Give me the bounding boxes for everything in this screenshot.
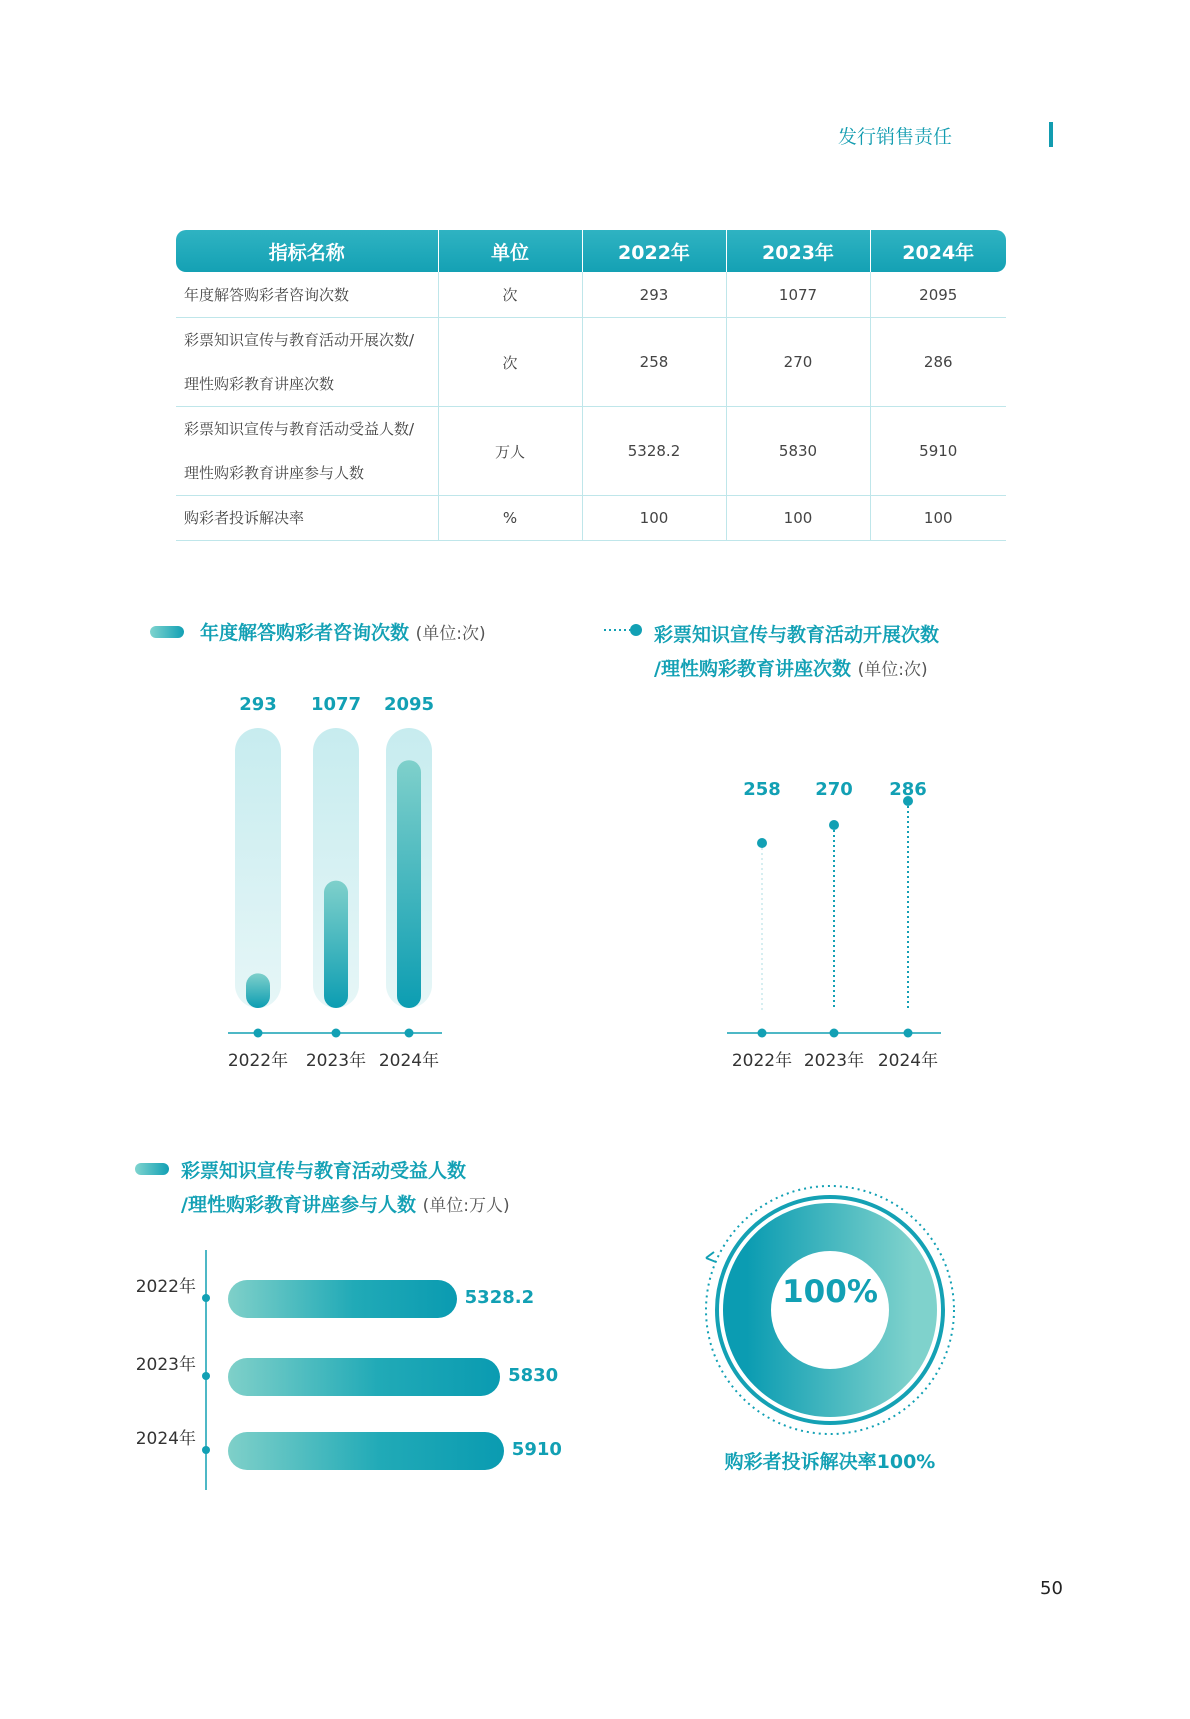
lollipop-point xyxy=(829,820,839,830)
table-row xyxy=(176,407,1006,496)
value-cell: 100 xyxy=(582,496,726,541)
unit-cell: 次 xyxy=(438,272,582,318)
hbar xyxy=(228,1280,457,1318)
chart2-title xyxy=(654,618,939,687)
tick-label: 2022年 xyxy=(731,1051,793,1071)
chart2-lollipops xyxy=(705,765,1025,1175)
hbar-value-label: 5910 xyxy=(511,1439,562,1460)
chart1-bars xyxy=(210,690,530,1120)
value-cell: 1077 xyxy=(726,272,870,318)
tick-label: 2024年 xyxy=(378,1051,440,1071)
axis-dot xyxy=(332,1029,341,1038)
section-title: 发行销售责任 xyxy=(837,126,952,148)
indicator-name-line: 理性购彩教育讲座参与人数 xyxy=(184,464,365,482)
axis-dot xyxy=(254,1029,263,1038)
axis-dot xyxy=(904,1029,913,1038)
tick-label: 2023年 xyxy=(135,1355,196,1375)
indicator-name xyxy=(176,496,438,541)
hbar xyxy=(228,1432,504,1470)
legend-pill-icon xyxy=(135,1163,169,1175)
axis-dot xyxy=(758,1029,767,1038)
point-value-label: 286 xyxy=(889,779,927,800)
table-header-row xyxy=(176,230,1006,272)
chart1-title-text: 年度解答购彩者咨询次数 xyxy=(200,622,410,644)
chart2-title-line: 彩票知识宣传与教育活动开展次数 xyxy=(654,624,940,646)
header-2024: 2024年 xyxy=(870,230,1006,272)
point-value-label: 258 xyxy=(743,779,781,800)
indicator-name-line: 彩票知识宣传与教育活动开展次数/ xyxy=(184,331,415,349)
indicator-name-line: 彩票知识宣传与教育活动受益人数/ xyxy=(184,420,415,438)
donut-ring xyxy=(747,1227,913,1393)
value-cell: 270 xyxy=(726,318,870,407)
unit-cell: 万人 xyxy=(438,407,582,496)
point-value-label: 270 xyxy=(815,779,853,800)
value-cell: 293 xyxy=(582,272,726,318)
chart3-title-line: /理性购彩教育讲座参与人数 xyxy=(181,1194,416,1216)
header-2023: 2023年 xyxy=(726,230,870,272)
chart2-unit: (单位:次) xyxy=(857,660,928,680)
bar xyxy=(324,881,348,1008)
tick-label: 2024年 xyxy=(135,1429,196,1449)
lollipop-point xyxy=(757,838,767,848)
chart3-unit: (单位:万人) xyxy=(422,1196,510,1216)
indicator-name xyxy=(176,318,438,407)
tick-label: 2022年 xyxy=(135,1277,196,1297)
unit-cell: % xyxy=(438,496,582,541)
header-unit: 单位 xyxy=(438,230,582,272)
chart1-unit: (单位:次) xyxy=(415,624,486,644)
tick-label: 2023年 xyxy=(803,1051,865,1071)
table-row xyxy=(176,272,1006,318)
header-indicator: 指标名称 xyxy=(176,230,438,272)
page-number: 50 xyxy=(1040,1578,1063,1599)
chart3-title xyxy=(181,1154,510,1223)
value-cell: 5328.2 xyxy=(582,407,726,496)
value-cell: 2095 xyxy=(870,272,1006,318)
donut-chart xyxy=(700,1180,960,1440)
bar-value-label: 293 xyxy=(239,694,277,715)
tick-label: 2023年 xyxy=(305,1051,367,1071)
bar xyxy=(246,973,270,1008)
value-cell: 5830 xyxy=(726,407,870,496)
indicator-name-line: 购彩者投诉解决率 xyxy=(184,509,305,527)
bar-track xyxy=(235,728,281,1008)
tick-label: 2024年 xyxy=(877,1051,939,1071)
hbar-value-label: 5830 xyxy=(508,1365,559,1386)
chart3-axis xyxy=(196,1250,216,1490)
bar xyxy=(397,760,421,1008)
indicator-name-line: 理性购彩教育讲座次数 xyxy=(184,375,335,393)
value-cell: 100 xyxy=(726,496,870,541)
table-row xyxy=(176,496,1006,541)
value-cell: 258 xyxy=(582,318,726,407)
value-cell: 5910 xyxy=(870,407,1006,496)
donut-arrow-icon xyxy=(706,1252,716,1262)
donut-value: 100% xyxy=(782,1274,878,1310)
indicator-name xyxy=(176,407,438,496)
chart3-title-line: 彩票知识宣传与教育活动受益人数 xyxy=(181,1160,467,1182)
value-cell: 100 xyxy=(870,496,1006,541)
bar-value-label: 2095 xyxy=(383,694,435,715)
dotted-legend-icon xyxy=(604,622,644,638)
hbar-value-label: 5328.2 xyxy=(464,1287,535,1308)
hbar xyxy=(228,1358,500,1396)
unit-cell: 次 xyxy=(438,318,582,407)
table-row xyxy=(176,318,1006,407)
legend-pill-icon xyxy=(150,626,184,638)
indicator-name xyxy=(176,272,438,318)
tick-label: 2022年 xyxy=(227,1051,289,1071)
indicator-name-line: 年度解答购彩者咨询次数 xyxy=(184,285,350,304)
donut-caption: 购彩者投诉解决率100% xyxy=(724,1451,936,1473)
axis-dot xyxy=(405,1029,414,1038)
section-accent-bar xyxy=(1049,122,1053,147)
indicator-table xyxy=(176,230,1006,541)
chart1-title xyxy=(200,618,486,645)
chart2-title-line: /理性购彩教育讲座次数 xyxy=(654,658,851,680)
axis-dot xyxy=(830,1029,839,1038)
header-2022: 2022年 xyxy=(582,230,726,272)
value-cell: 286 xyxy=(870,318,1006,407)
bar-value-label: 1077 xyxy=(310,694,362,715)
